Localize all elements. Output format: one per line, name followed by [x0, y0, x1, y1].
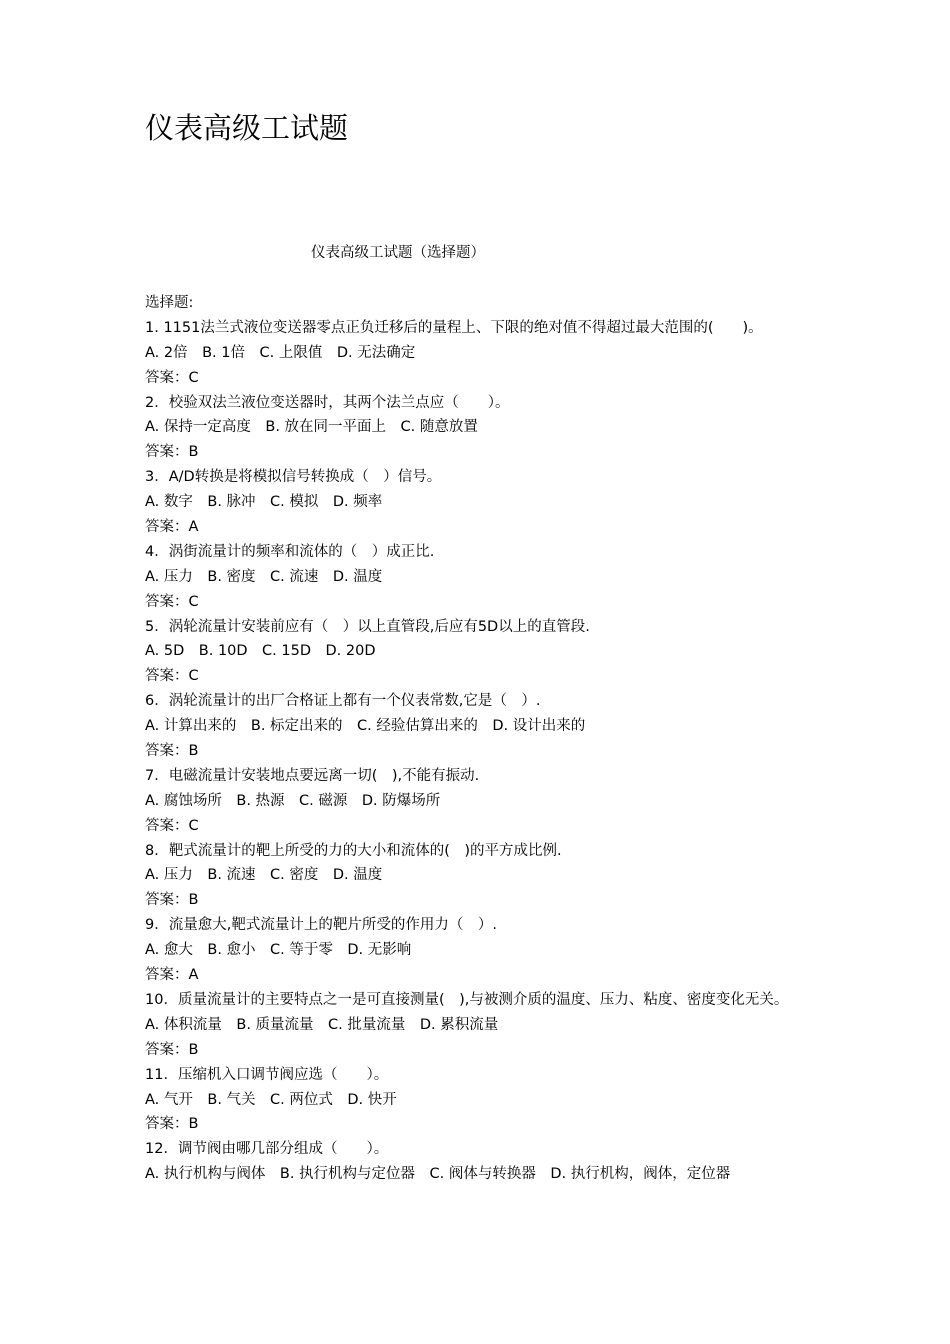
question-text: 9．流量愈大,靶式流量计上的靶片所受的作用力（ ）. [145, 917, 497, 934]
document-title: 仪表高级工试题 [145, 111, 349, 145]
question-options: A. 压力 B. 流速 C. 密度 D. 温度 [145, 867, 383, 884]
question-answer: 答案：B [145, 743, 199, 760]
question-text: 11．压缩机入口调节阀应选（ ）。 [145, 1066, 389, 1083]
question-options: A. 执行机构与阀体 B. 执行机构与定位器 C. 阀体与转换器 D. 执行机构，阀体，定位器 [145, 1166, 731, 1183]
question-options: A. 保持一定高度 B. 放在同一平面上 C. 随意放置 [145, 419, 478, 436]
question-answer: 答案：B [145, 1041, 199, 1058]
question-answer: 答案：B [145, 444, 199, 461]
question-answer: 答案：B [145, 892, 199, 909]
document-subtitle: 仪表高级工试题（选择题） [311, 245, 485, 261]
question-answer: 答案：C [145, 668, 199, 685]
question-text: 3．A/D转换是将模拟信号转换成（ ）信号。 [145, 469, 442, 486]
question-answer: 答案：C [145, 369, 199, 386]
question-answer: 答案：C [145, 593, 199, 610]
question-text: 1. 1151法兰式液位变送器零点正负迁移后的量程上、下限的绝对值不得超过最大范围的( )。 [145, 319, 763, 336]
question-options: A. 愈大 B. 愈小 C. 等于零 D. 无影响 [145, 942, 412, 959]
question-options: A. 数字 B. 脉冲 C. 模拟 D. 频率 [145, 494, 383, 511]
question-text: 4．涡街流量计的频率和流体的（ ）成正比. [145, 543, 435, 560]
question-options: A. 2倍 B. 1倍 C. 上限值 D. 无法确定 [145, 344, 416, 361]
question-options: A. 5D B. 10D C. 15D D. 20D [145, 643, 376, 660]
question-options: A. 计算出来的 B. 标定出来的 C. 经验估算出来的 D. 设计出来的 [145, 718, 586, 735]
question-list [145, 291, 813, 1187]
question-text: 10．质量流量计的主要特点之一是可直接测量( ),与被测介质的温度、压力、粘度、密度变化无关。 [145, 991, 789, 1008]
question-options: A. 体积流量 B. 质量流量 C. 批量流量 D. 累积流量 [145, 1016, 499, 1033]
question-answer: 答案：C [145, 817, 199, 834]
question-answer: 答案：A [145, 967, 199, 984]
question-text: 5．涡轮流量计安装前应有（ ）以上直管段,后应有5D以上的直管段. [145, 618, 590, 635]
question-text: 2．校验双法兰液位变送器时，其两个法兰点应（ ）。 [145, 394, 510, 411]
question-text: 12．调节阀由哪几部分组成（ ）。 [145, 1141, 389, 1158]
question-answer: 答案：A [145, 519, 199, 536]
question-options: A. 气开 B. 气关 C. 两位式 D. 快开 [145, 1091, 397, 1108]
question-text: 6．涡轮流量计的出厂合格证上都有一个仪表常数,它是（ ）. [145, 693, 541, 710]
question-text: 8．靶式流量计的靶上所受的力的大小和流体的( )的平方成比例. [145, 842, 562, 859]
section-label: 选择题: [145, 295, 194, 311]
question-text: 7．电磁流量计安装地点要远离一切( ),不能有振动. [145, 767, 480, 784]
question-options: A. 压力 B. 密度 C. 流速 D. 温度 [145, 568, 383, 585]
question-answer: 答案：B [145, 1116, 199, 1133]
question-options: A. 腐蚀场所 B. 热源 C. 磁源 D. 防爆场所 [145, 792, 441, 809]
